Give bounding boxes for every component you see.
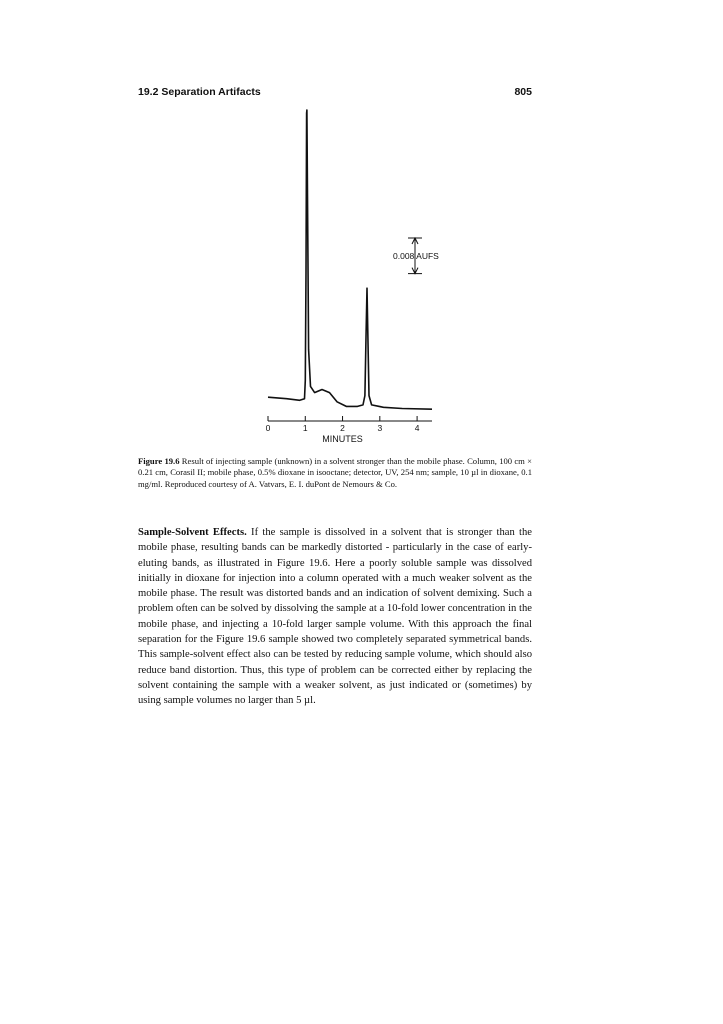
section-title: 19.2 Separation Artifacts [138,86,261,98]
x-tick-label: 0 [265,423,271,433]
paragraph-heading: Sample-Solvent Effects. [138,527,247,538]
figure-caption-text: Result of injecting sample (unknown) in a solvent stronger than the mobile phase. Column, 100 cm × 0.21 cm, Corasil II; mobile phase, 0.5% dioxane in isooctane; detector, UV, 254 nm; sample, 10 µl in dioxane, 0.1 mg/ml. Reproduced courtesy of A. Vatvars, E. I. duPont de Nemours & Co. [138,456,532,489]
body-paragraph [138,525,532,709]
x-tick-label: 1 [302,423,308,433]
x-tick-label: 4 [414,423,420,433]
chromatogram-figure [250,100,450,450]
page-number: 805 [514,86,532,98]
scale-bar-label: 0.008 AUFS [393,250,439,261]
x-axis-ticks [266,416,420,433]
figure-label: Figure 19.6 [138,456,180,466]
figure-caption [138,456,532,490]
paragraph-text: If the sample is dissolved in a solvent that is stronger than the mobile phase, resulting bands can be markedly distorted - particularly in the case of early-eluting bands, as illustrated in Figure 19.6. Here a poorly soluble sample was dissolved initially in dioxane for injection into a column operated with a much weaker solvent as the mobile phase. The result was distorted bands and an indication of solvent demixing. Such a problem often can be solved by dissolving the sample at a 10-fold lower concentration in the mobile phase, and injecting a 10-fold larger sample volume. With this approach the final separation for the Figure 19.6 sample showed two completely separated symmetrical bands. This sample-solvent effect also can be tested by reducing sample volume, which should also reduce band distortion. Thus, this type of problem can be corrected either by replacing the solvent containing the sample with a weaker solvent, as just indicated or (sometimes) by using sample volumes no larger than 5 µl. [138,527,532,707]
x-tick-label: 3 [377,423,383,433]
x-axis-label: MINUTES [322,434,363,444]
x-tick-label: 2 [340,423,345,433]
aufs-scale-bar [393,238,439,274]
